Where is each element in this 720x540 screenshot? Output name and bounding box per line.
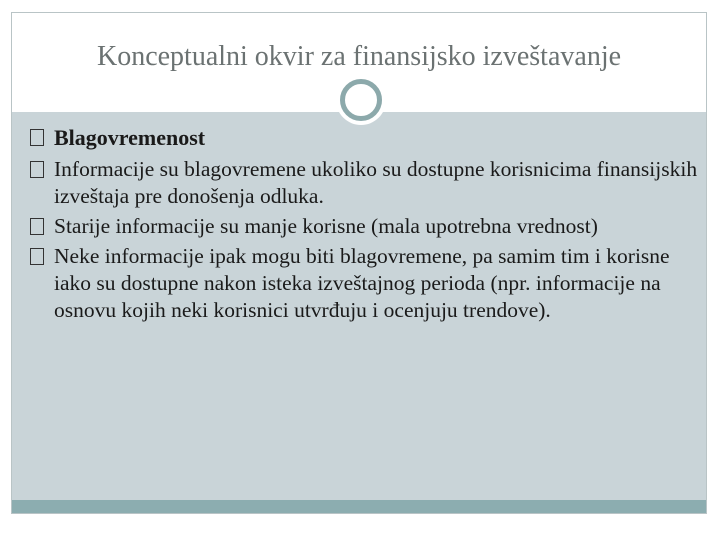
bullet-box-icon [30,248,44,265]
bullet-item [30,124,698,151]
bullet-box-icon [30,161,44,178]
bullet-item [30,243,698,324]
footer-bar [12,500,706,513]
slide-title: Konceptualni okvir za finansijsko izveštavanje [96,41,622,72]
ring-ornament-icon [340,79,382,121]
bullet-text: Starije informacije su manje korisne (mala upotrebna vrednost) [54,214,598,238]
divider-line-right [380,98,528,100]
bullet-item [30,156,698,210]
bullet-item [30,213,698,240]
bullet-box-icon [30,218,44,235]
bullet-list [30,124,698,327]
bullet-text: Blagovremenost [54,125,206,150]
bullet-text: Informacije su blagovremene ukoliko su dostupne korisnicima finansijskih izveštaja pre donošenja odluka. [54,157,698,208]
bullet-box-icon [30,129,44,146]
bullet-text: Neke informacije ipak mogu biti blagovremene, pa samim tim i korisne iako su dostupne nakon isteka izveštajnog perioda (npr. informacije na osnovu kojih neki korisnici utvrđuju i ocenjuju trendove). [54,244,670,322]
divider-line-left [192,98,340,100]
